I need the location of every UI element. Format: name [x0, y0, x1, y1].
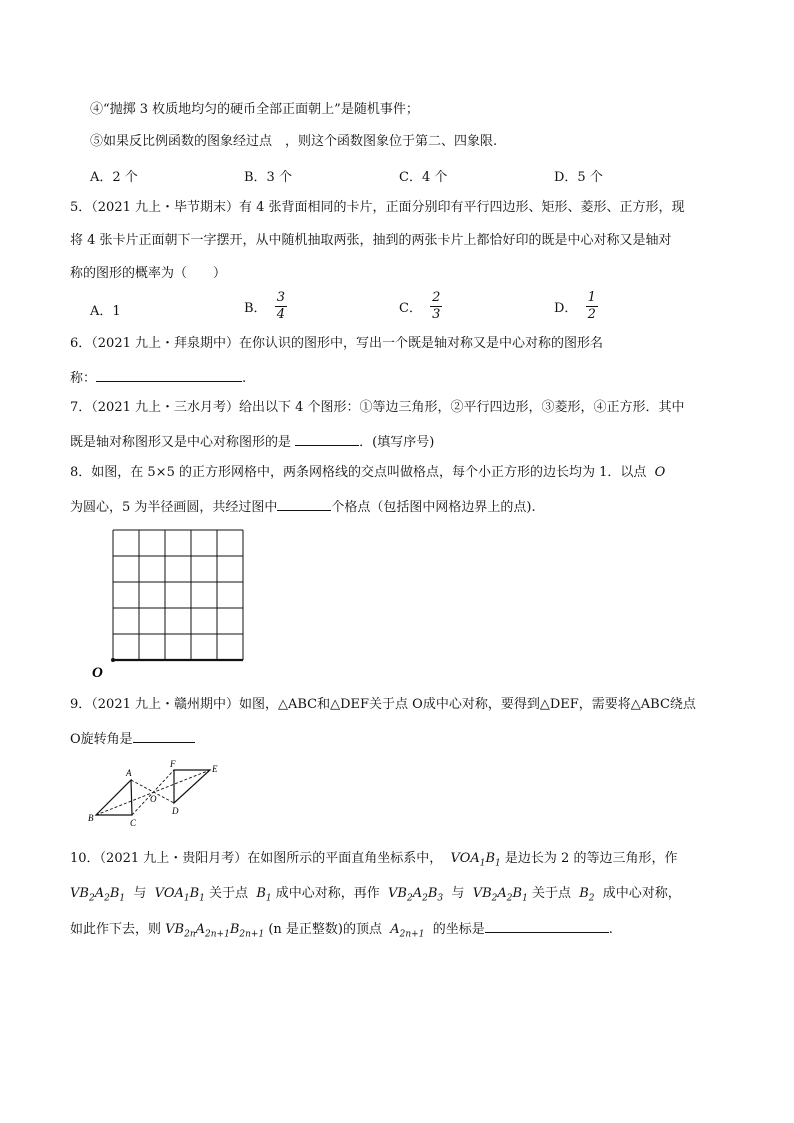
q5-option-d	[554, 290, 598, 323]
fraction-numerator: 3	[276, 290, 285, 305]
fraction-numerator: 2	[432, 290, 441, 305]
q10-word-and-1: 与	[133, 886, 147, 901]
q5-option-b	[244, 290, 287, 323]
tri-name: VOA	[450, 851, 480, 866]
q7-line2	[70, 431, 434, 452]
q10-answer-blank[interactable]	[485, 918, 609, 933]
q5-option-c-label: C．	[399, 301, 422, 316]
q4-item4: ④“抛掷 3 枚质地均匀的硬币全部正面朝上”是随机事件；	[90, 102, 419, 117]
q10-line3-end: .	[608, 922, 613, 937]
q7-line1: 7．（2021 九上・三水月考）给出以下 4 个图形：①等边三角形，②平行四边形，③菱形，④正方形．其中	[70, 400, 685, 415]
tri-name: VB	[472, 886, 492, 901]
q8-line2-suffix: 个格点（包括图中网格边界上的点).	[331, 500, 536, 515]
q9-line2-text: O旋转角是	[70, 732, 133, 747]
q10-line1-prefix: 10．（2021 九上・贵阳月考）在如图所示的平面直角坐标系中，	[70, 851, 443, 866]
label-c: C	[130, 818, 137, 828]
q9-triangle-figure	[86, 758, 226, 830]
q5-line2: 将 4 张卡片正面朝下一字摆开，从中随机抽取两张，抽到的两张卡片上都恰好印的既是中心对称又是轴对	[70, 233, 672, 248]
q10-line3-post: 的坐标是	[432, 922, 485, 937]
q7-line2-suffix: ．(填写序号)	[359, 435, 435, 450]
q8-answer-blank[interactable]	[277, 496, 331, 511]
fraction-numerator: 1	[587, 290, 596, 305]
fraction-denominator: 4	[276, 307, 285, 322]
q10-word-and-2: 与	[451, 886, 465, 901]
q5-option-c-fraction	[430, 290, 442, 323]
tri-name: VB	[388, 886, 407, 901]
tri-name: VOA	[154, 886, 184, 901]
q6-line1: 6．（2021 九上・拜泉期中）在你认识的图形中，写出一个既是轴对称又是中心对称的图形名	[70, 336, 603, 351]
tri-name: VB	[70, 886, 89, 901]
q10-word-about-1: 关于点	[209, 886, 249, 901]
q10-point-b1: $B_1$	[256, 886, 272, 904]
q10-line1	[70, 850, 677, 873]
q10-word-about-2: 关于点	[531, 886, 571, 901]
q10-line3	[70, 918, 613, 944]
q10-point-b2: $B_2$	[579, 886, 595, 904]
q8-line1-text: 8．如图，在 5×5 的正方形网格中，两条网格线的交点叫做格点，每个小正方形的边长均为 1．以点	[70, 465, 647, 480]
q4-option-a: A．2 个	[90, 170, 138, 185]
q8-line2	[70, 496, 536, 517]
q5-option-b-fraction	[275, 290, 287, 323]
q6-line2	[70, 367, 246, 388]
q5-line1: 5．（2021 九上・毕节期末）有 4 张背面相同的卡片，正面分别印有平行四边形、矩形、菱形、正方形，现	[70, 200, 685, 215]
q6-line2-suffix: .	[242, 371, 247, 386]
triangle-abc	[96, 780, 132, 815]
fraction-denominator: 3	[432, 307, 441, 322]
point-name: B	[256, 886, 266, 901]
label-b: B	[88, 813, 94, 823]
q4-option-c: C．4 个	[399, 170, 448, 185]
q6-line2-prefix: 称：	[70, 371, 97, 386]
symmetry-dashed-lines	[96, 770, 210, 815]
q4-option-d: D．5 个	[554, 170, 603, 185]
label-e: E	[212, 764, 218, 774]
q7-answer-blank[interactable]	[295, 431, 359, 446]
q10-text-symmetric-2: 成中心对称，	[602, 886, 681, 901]
q5-option-d-label: D．	[554, 301, 578, 316]
q8-point-o: O	[654, 465, 666, 480]
triangle-def	[174, 770, 210, 803]
q10-text-symmetric-1: 成中心对称，再作	[275, 886, 380, 901]
q10-triangle-b2a2b3: $VB_2A_2B_3$	[388, 886, 444, 904]
fraction-denominator: 2	[587, 307, 596, 322]
point-name: A	[390, 922, 400, 937]
q10-line3-prefix: 如此作下去，则	[70, 922, 162, 937]
q4-item5: ⑤如果反比例函数的图象经过点 ，则这个函数图象位于第二、四象限.	[90, 134, 498, 149]
q8-line2-prefix: 为圆心，5 为半径画圆，共经过图中	[70, 500, 278, 515]
q10-point-a2n1: $A_{2n+1}$	[390, 922, 425, 940]
q7-line2-prefix: 既是轴对称图形又是中心对称图形的是	[70, 435, 292, 450]
grid-origin-label: O	[92, 665, 103, 681]
q8-grid-figure	[88, 525, 258, 685]
grid-lines	[113, 530, 243, 660]
q8-line1	[70, 464, 665, 482]
q4-option-b: B．3 个	[244, 170, 292, 185]
q5-option-b-label: B．	[244, 301, 267, 316]
q5-option-a: A．1	[90, 304, 121, 319]
label-a: A	[126, 768, 132, 778]
q9-line2	[70, 728, 195, 749]
label-o: O	[150, 794, 157, 804]
q5-line3: 称的图形的概率为（ ）	[70, 266, 227, 281]
q5-option-d-fraction	[586, 290, 598, 323]
q10-triangle-oa1b1: $VOA_1B_1$	[450, 851, 501, 869]
label-f: F	[170, 759, 176, 769]
origin-point	[111, 658, 115, 662]
q10-triangle-general: $VB_{2n}A_{2n+1}B_{2n+1}$	[165, 922, 265, 940]
q10-line2	[70, 885, 681, 908]
q10-triangle-b2a2b1: $VB_2A_2B_1$	[70, 886, 126, 904]
q9-line1: 9．（2021 九上・赣州期中）如图，△ABC和△DEF关于点 O成中心对称，要得到△DEF，需要将△ABC绕点	[70, 697, 696, 712]
point-name: B	[579, 886, 589, 901]
q10-triangle-b2a2b1-ref: $VB_2A_2B_1$	[472, 886, 528, 904]
label-d: D	[172, 806, 179, 816]
tri-name: VB	[165, 922, 185, 937]
q10-line1-suffix: 是边长为 2 的等边三角形，作	[504, 851, 678, 866]
q10-line3-mid: (n 是正整数)的顶点	[268, 922, 382, 937]
q9-answer-blank[interactable]	[133, 728, 195, 743]
q6-answer-blank[interactable]	[96, 367, 242, 382]
q10-triangle-oa1b1-ref: $VOA_1B_1$	[154, 886, 205, 904]
q5-option-c	[399, 290, 442, 323]
